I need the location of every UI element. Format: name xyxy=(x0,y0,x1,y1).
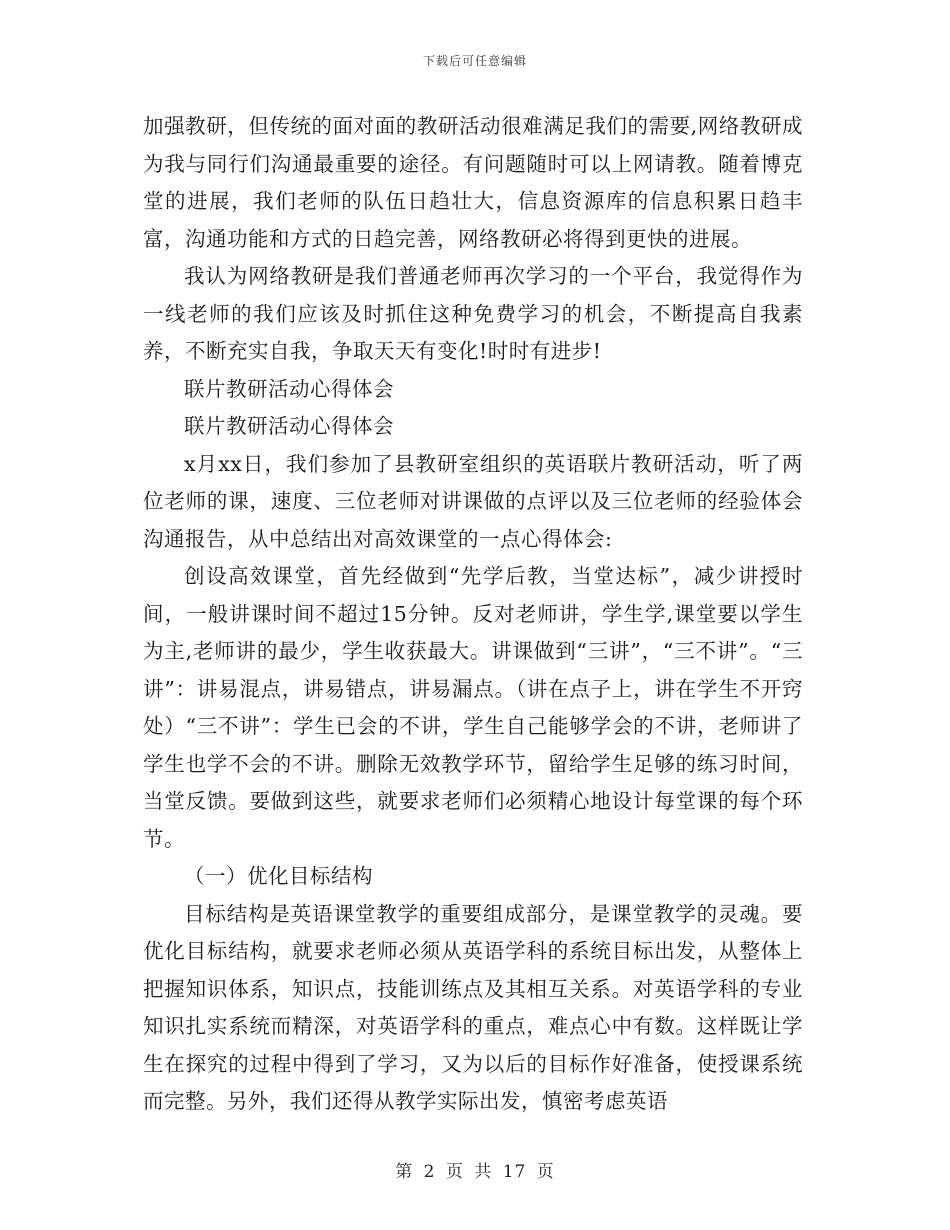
document-body xyxy=(143,108,803,1121)
paragraph: x月xx日，我们参加了县教研室组织的英语联片教研活动，听了两位老师的课，速度、三位老师对讲课做的点评以及三位老师的经验体会沟通报告，从中总结出对高效课堂的一点心得体会: xyxy=(143,451,803,551)
document-title-repeat: 联片教研活动心得体会 xyxy=(184,414,394,438)
paragraph: 我认为网络教研是我们普通老师再次学习的一个平台，我觉得作为一线老师的我们应该及时抓住这种免费学习的机会，不断提高自我素养，不断充实自我，争取天天有变化!时时有进步! xyxy=(143,264,803,363)
paragraph: 创设高效课堂，首先经做到“先学后教，当堂达标”，减少讲授时间，一般讲课时间不超过15分钟。反对老师讲，学生学,课堂要以学生为主,老师讲的最少，学生收获最大。讲课做到“三讲”，“三不讲”。“三讲”：讲易混点，讲易错点，讲易漏点。（讲在点子上，讲在学生不开窍处）“三不讲”：学生已会的不讲，学生自己能够学会的不讲，老师讲了学生也学不会的不讲。删除无效教学环节，留给学生足够的练习时间，当堂反馈。要做到这些，就要求老师们必须精心地设计每堂课的每个环节。 xyxy=(143,564,803,851)
page-number: 第 2 页 共 17 页 xyxy=(395,1162,555,1182)
section-heading: （一）优化目标结构 xyxy=(184,864,373,888)
paragraph-continued: 加强教研，但传统的面对面的教研活动很难满足我们的需要,网络教研成为我与同行们沟通最重要的途径。有问题随时可以上网请教。随着博克堂的进展，我们老师的队伍日趋壮大，信息资源库的信息积累日趋丰富，沟通功能和方式的日趋完善，网络教研必将得到更快的进展。 xyxy=(143,114,803,251)
document-title: 联片教研活动心得体会 xyxy=(184,376,394,401)
page-header-note: 下载后可任意编辑 xyxy=(422,54,527,68)
paragraph: 目标结构是英语课堂教学的重要组成部分，是课堂教学的灵魂。要优化目标结构，就要求老师必须从英语学科的系统目标出发，从整体上把握知识体系，知识点，技能训练点及其相互关系。对英语学科的专业知识扎实系统而精深，对英语学科的重点，难点心中有数。这样既让学生在探究的过程中得到了学习，又为以后的目标作好准备，使授课系统而完整。另外，我们还得从教学实际出发，慎密考虑英语 xyxy=(143,901,803,1113)
